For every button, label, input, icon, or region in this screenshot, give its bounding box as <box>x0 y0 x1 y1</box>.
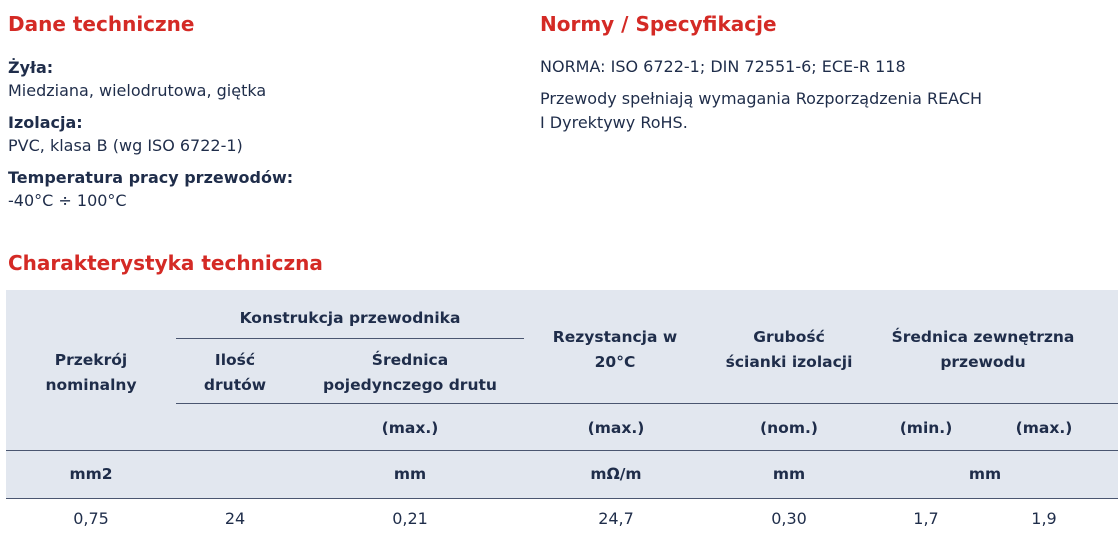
cell-srednica-drutu: 0,21 <box>392 509 428 528</box>
header-rezystancja-line2: 20°C <box>594 353 636 371</box>
qualifier-srednica-min: (min.) <box>899 419 953 437</box>
cell-rezystancja: 24,7 <box>598 509 634 528</box>
header-ilosc-drutow <box>180 348 290 398</box>
header-rezystancja <box>530 325 700 375</box>
reach-text: Przewody spełniają wymagania Rozporządzenia REACH <box>540 89 983 108</box>
section-heading-dane-techniczne: Dane techniczne <box>8 12 195 36</box>
rohs-text: I Dyrektywy RoHS. <box>540 113 688 132</box>
unit-rezystancja: mΩ/m <box>590 465 642 483</box>
header-srednica-drutu-line2: pojedynczego drutu <box>323 376 497 394</box>
section-heading-normy: Normy / Specyfikacje <box>540 12 777 36</box>
header-srednica-zew-line2: przewodu <box>940 353 1026 371</box>
unit-srednica-zewnetrzna: mm <box>968 465 1002 483</box>
header-rezystancja-line1: Rezystancja w <box>552 328 678 346</box>
temperatura-label: Temperatura pracy przewodów: <box>8 168 294 187</box>
cell-ilosc-drutow: 24 <box>224 509 246 528</box>
cell-srednica-max: 1,9 <box>1031 509 1057 528</box>
header-przekroj-line1: Przekrój <box>54 351 128 369</box>
header-srednica-zewnetrzna <box>876 325 1090 375</box>
section-heading-charakterystyka: Charakterystyka techniczna <box>8 251 323 275</box>
norma-text: NORMA: ISO 6722-1; DIN 72551-6; ECE-R 118 <box>540 57 906 76</box>
zyla-value: Miedziana, wielodrutowa, giętka <box>8 81 267 100</box>
divider-body-top <box>6 498 1118 499</box>
cell-grubosc: 0,30 <box>771 509 807 528</box>
header-grubosc <box>704 325 874 375</box>
cell-srednica-min: 1,7 <box>913 509 939 528</box>
header-grubosc-line1: Grubość <box>753 328 825 346</box>
header-przekroj-line2: nominalny <box>45 376 137 394</box>
header-srednica-drutu <box>296 348 524 398</box>
unit-srednica-drutu: mm <box>393 465 427 483</box>
izolacja-label: Izolacja: <box>8 113 83 132</box>
temperatura-value: -40°C ÷ 100°C <box>8 191 127 210</box>
divider-qualifiers-top <box>176 403 1118 404</box>
qualifier-srednica-max: (max.) <box>1015 419 1073 437</box>
unit-przekroj: mm2 <box>69 465 113 483</box>
header-ilosc-line1: Ilość <box>214 351 256 369</box>
header-ilosc-line2: drutów <box>203 376 267 394</box>
qualifier-rezystancja: (max.) <box>587 419 645 437</box>
zyla-label: Żyła: <box>8 58 54 77</box>
unit-grubosc: mm <box>772 465 806 483</box>
divider-konstrukcja <box>176 338 524 339</box>
header-przekroj <box>16 348 166 398</box>
header-srednica-zew-line1: Średnica zewnętrzna <box>891 328 1075 346</box>
qualifier-grubosc: (nom.) <box>760 419 818 437</box>
divider-units-top <box>6 450 1118 451</box>
header-konstrukcja: Konstrukcja przewodnika <box>239 309 461 327</box>
izolacja-value: PVC, klasa B (wg ISO 6722-1) <box>8 136 243 155</box>
header-grubosc-line2: ścianki izolacji <box>725 353 853 371</box>
cell-przekroj: 0,75 <box>73 509 109 528</box>
qualifier-srednica-drutu: (max.) <box>381 419 439 437</box>
header-srednica-drutu-line1: Średnica <box>371 351 449 369</box>
